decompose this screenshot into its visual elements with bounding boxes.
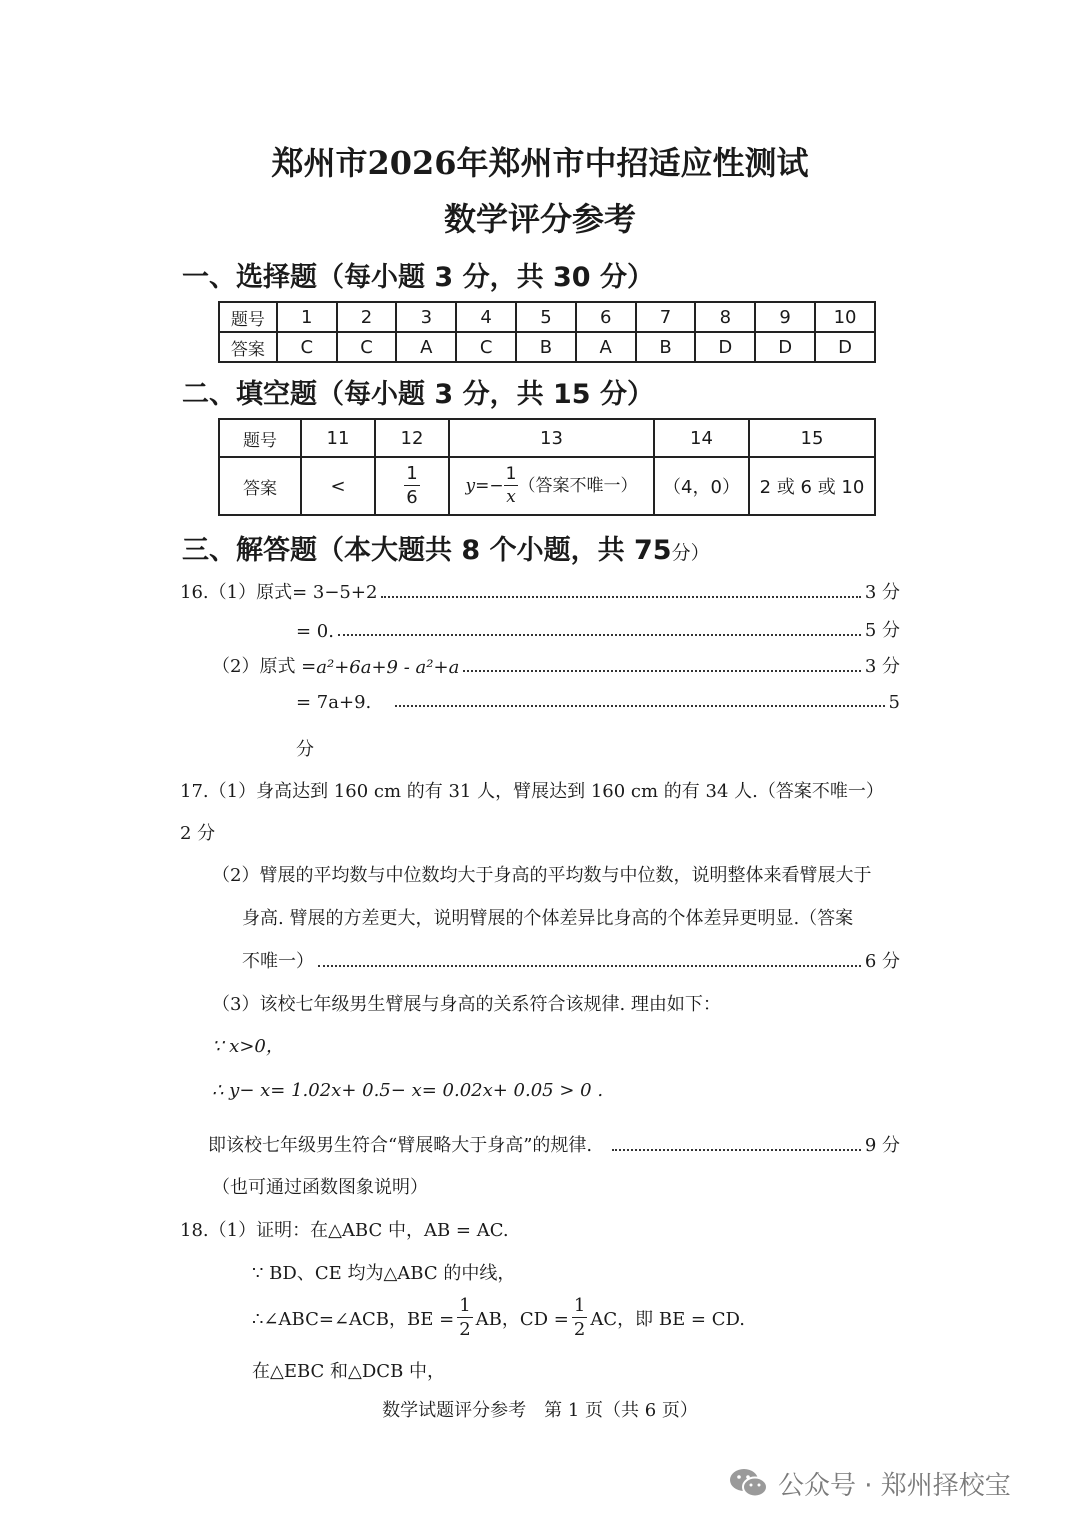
answer-cell: C bbox=[456, 332, 516, 362]
q16-line3 bbox=[212, 652, 900, 678]
fraction-numerator: 1 bbox=[505, 464, 517, 484]
answer-cell: A bbox=[396, 332, 456, 362]
section1-heading: 一、选择题（每小题 3 分，共 30 分） bbox=[182, 262, 654, 293]
table-row bbox=[219, 332, 875, 362]
q16-line5: 分 bbox=[296, 739, 314, 760]
score: 3 分 bbox=[864, 582, 900, 603]
expression: a²+6a+9 - a²+a bbox=[316, 657, 460, 678]
answer-cell bbox=[375, 457, 449, 515]
question-number: 12 bbox=[375, 419, 449, 457]
q16-line4 bbox=[296, 692, 900, 713]
q17-line6: （3）该校七年级男生臂展与身高的关系符合该规律. 理由如下： bbox=[212, 994, 721, 1015]
score: 9 分 bbox=[864, 1135, 900, 1156]
score: 5 bbox=[888, 692, 900, 713]
line-text: AB，CD = bbox=[475, 1309, 569, 1330]
question-number: 4 bbox=[456, 302, 516, 332]
fraction-denominator: 2 bbox=[459, 1319, 471, 1340]
answer-cell: 2 或 6 或 10 bbox=[749, 457, 875, 515]
question-number: 13 bbox=[449, 419, 654, 457]
line-text: AC，即 BE = CD. bbox=[590, 1309, 746, 1330]
question-number: 14 bbox=[654, 419, 749, 457]
row-label: 答案 bbox=[219, 332, 277, 362]
q17-line9 bbox=[208, 1131, 900, 1157]
question-number: 11 bbox=[301, 419, 375, 457]
answer-cell: D bbox=[815, 332, 875, 362]
score: 3 分 bbox=[864, 656, 900, 677]
q18-line3 bbox=[252, 1297, 745, 1339]
line-text: ∴∠ABC=∠ACB，BE = bbox=[252, 1309, 455, 1330]
fraction-numerator: 1 bbox=[573, 1295, 586, 1316]
q17-line10: （也可通过函数图象说明） bbox=[212, 1177, 428, 1198]
question-number: 8 bbox=[695, 302, 755, 332]
answer-cell: D bbox=[695, 332, 755, 362]
line-text: 不唯一） bbox=[242, 951, 314, 972]
answer-cell: < bbox=[301, 457, 375, 515]
question-number: 6 bbox=[576, 302, 636, 332]
choice-answer-table bbox=[218, 301, 876, 363]
q17-line4: 身高. 臂展的方差更大，说明臂展的个体差异比身高的个体差异更明显.（答案 bbox=[242, 908, 854, 929]
answer-prefix: y=− bbox=[465, 476, 504, 496]
q17-line7: ∵ x>0， bbox=[212, 1036, 284, 1057]
question-number: 7 bbox=[636, 302, 696, 332]
q18-line4: 在△EBC 和△DCB 中， bbox=[252, 1361, 446, 1382]
table-row bbox=[219, 457, 875, 515]
row-label: 题号 bbox=[219, 419, 301, 457]
wechat-icon bbox=[728, 1466, 770, 1500]
section2-heading: 二、填空题（每小题 3 分，共 15 分） bbox=[182, 379, 654, 410]
q16-line1 bbox=[180, 578, 900, 604]
q17-line3: （2）臂展的平均数与中位数均大于身高的平均数与中位数，说明整体来看臂展大于 bbox=[212, 865, 872, 886]
fill-blank-answer-table bbox=[218, 418, 876, 516]
q17-line8: ∴ y− x= 1.02x+ 0.5− x= 0.02x+ 0.05 > 0 . bbox=[212, 1080, 604, 1101]
q17-line2: 2 分 bbox=[180, 823, 216, 844]
question-number: 2 bbox=[337, 302, 397, 332]
line-text: 16.（1）原式= 3−5+2 bbox=[180, 582, 378, 603]
question-number: 15 bbox=[749, 419, 875, 457]
question-number: 10 bbox=[815, 302, 875, 332]
q18-line1: 18.（1）证明：在△ABC 中，AB = AC. bbox=[180, 1220, 509, 1241]
section3-heading-tail: 分） bbox=[671, 542, 710, 564]
watermark-text: 公众号 · 郑州择校宝 bbox=[778, 1471, 1011, 1501]
question-number: 9 bbox=[755, 302, 815, 332]
question-number: 3 bbox=[396, 302, 456, 332]
answer-cell: C bbox=[337, 332, 397, 362]
q16-line2 bbox=[296, 616, 900, 642]
q18-line2: ∵ BD、CE 均为△ABC 的中线， bbox=[252, 1263, 516, 1284]
q17-line5 bbox=[242, 947, 900, 973]
score: 6 分 bbox=[864, 951, 900, 972]
question-number: 5 bbox=[516, 302, 576, 332]
table-row bbox=[219, 302, 875, 332]
answer-cell: A bbox=[576, 332, 636, 362]
answer-cell: B bbox=[516, 332, 576, 362]
section3-heading-main: 三、解答题（本大题共 8 个小题，共 75 bbox=[182, 535, 672, 566]
answer-cell bbox=[449, 457, 654, 515]
answer-cell: D bbox=[755, 332, 815, 362]
fraction-denominator: 6 bbox=[406, 487, 418, 508]
fraction-denominator: x bbox=[506, 487, 516, 507]
table-row bbox=[219, 419, 875, 457]
line-text: = 0. bbox=[296, 621, 334, 642]
answer-cell: （4，0） bbox=[654, 457, 749, 515]
line-text: 即该校七年级男生符合“臂展略大于身高”的规律. bbox=[208, 1135, 593, 1156]
fraction-denominator: 2 bbox=[573, 1319, 586, 1340]
fraction-numerator: 1 bbox=[459, 1295, 471, 1316]
fraction-numerator: 1 bbox=[406, 463, 418, 484]
score: 5 分 bbox=[864, 620, 900, 641]
q17-line1: 17.（1）身高达到 160 cm 的有 31 人，臂展达到 160 cm 的有 34 人.（答案不唯一） bbox=[180, 781, 884, 802]
section3-heading bbox=[182, 528, 710, 567]
doc-subtitle: 数学评分参考 bbox=[443, 200, 636, 238]
question-number: 1 bbox=[277, 302, 337, 332]
page-footer: 数学试题评分参考 第 1 页（共 6 页） bbox=[382, 1400, 698, 1421]
line-text: = 7a+9. bbox=[296, 692, 372, 713]
answer-cell: C bbox=[277, 332, 337, 362]
doc-title: 郑州市2026年郑州市中招适应性测试 bbox=[271, 144, 809, 182]
row-label: 答案 bbox=[219, 457, 301, 515]
line-text: （2）原式 = bbox=[212, 656, 317, 677]
answer-note: （答案不唯一） bbox=[518, 476, 638, 496]
answer-cell: B bbox=[636, 332, 696, 362]
row-label: 题号 bbox=[219, 302, 277, 332]
